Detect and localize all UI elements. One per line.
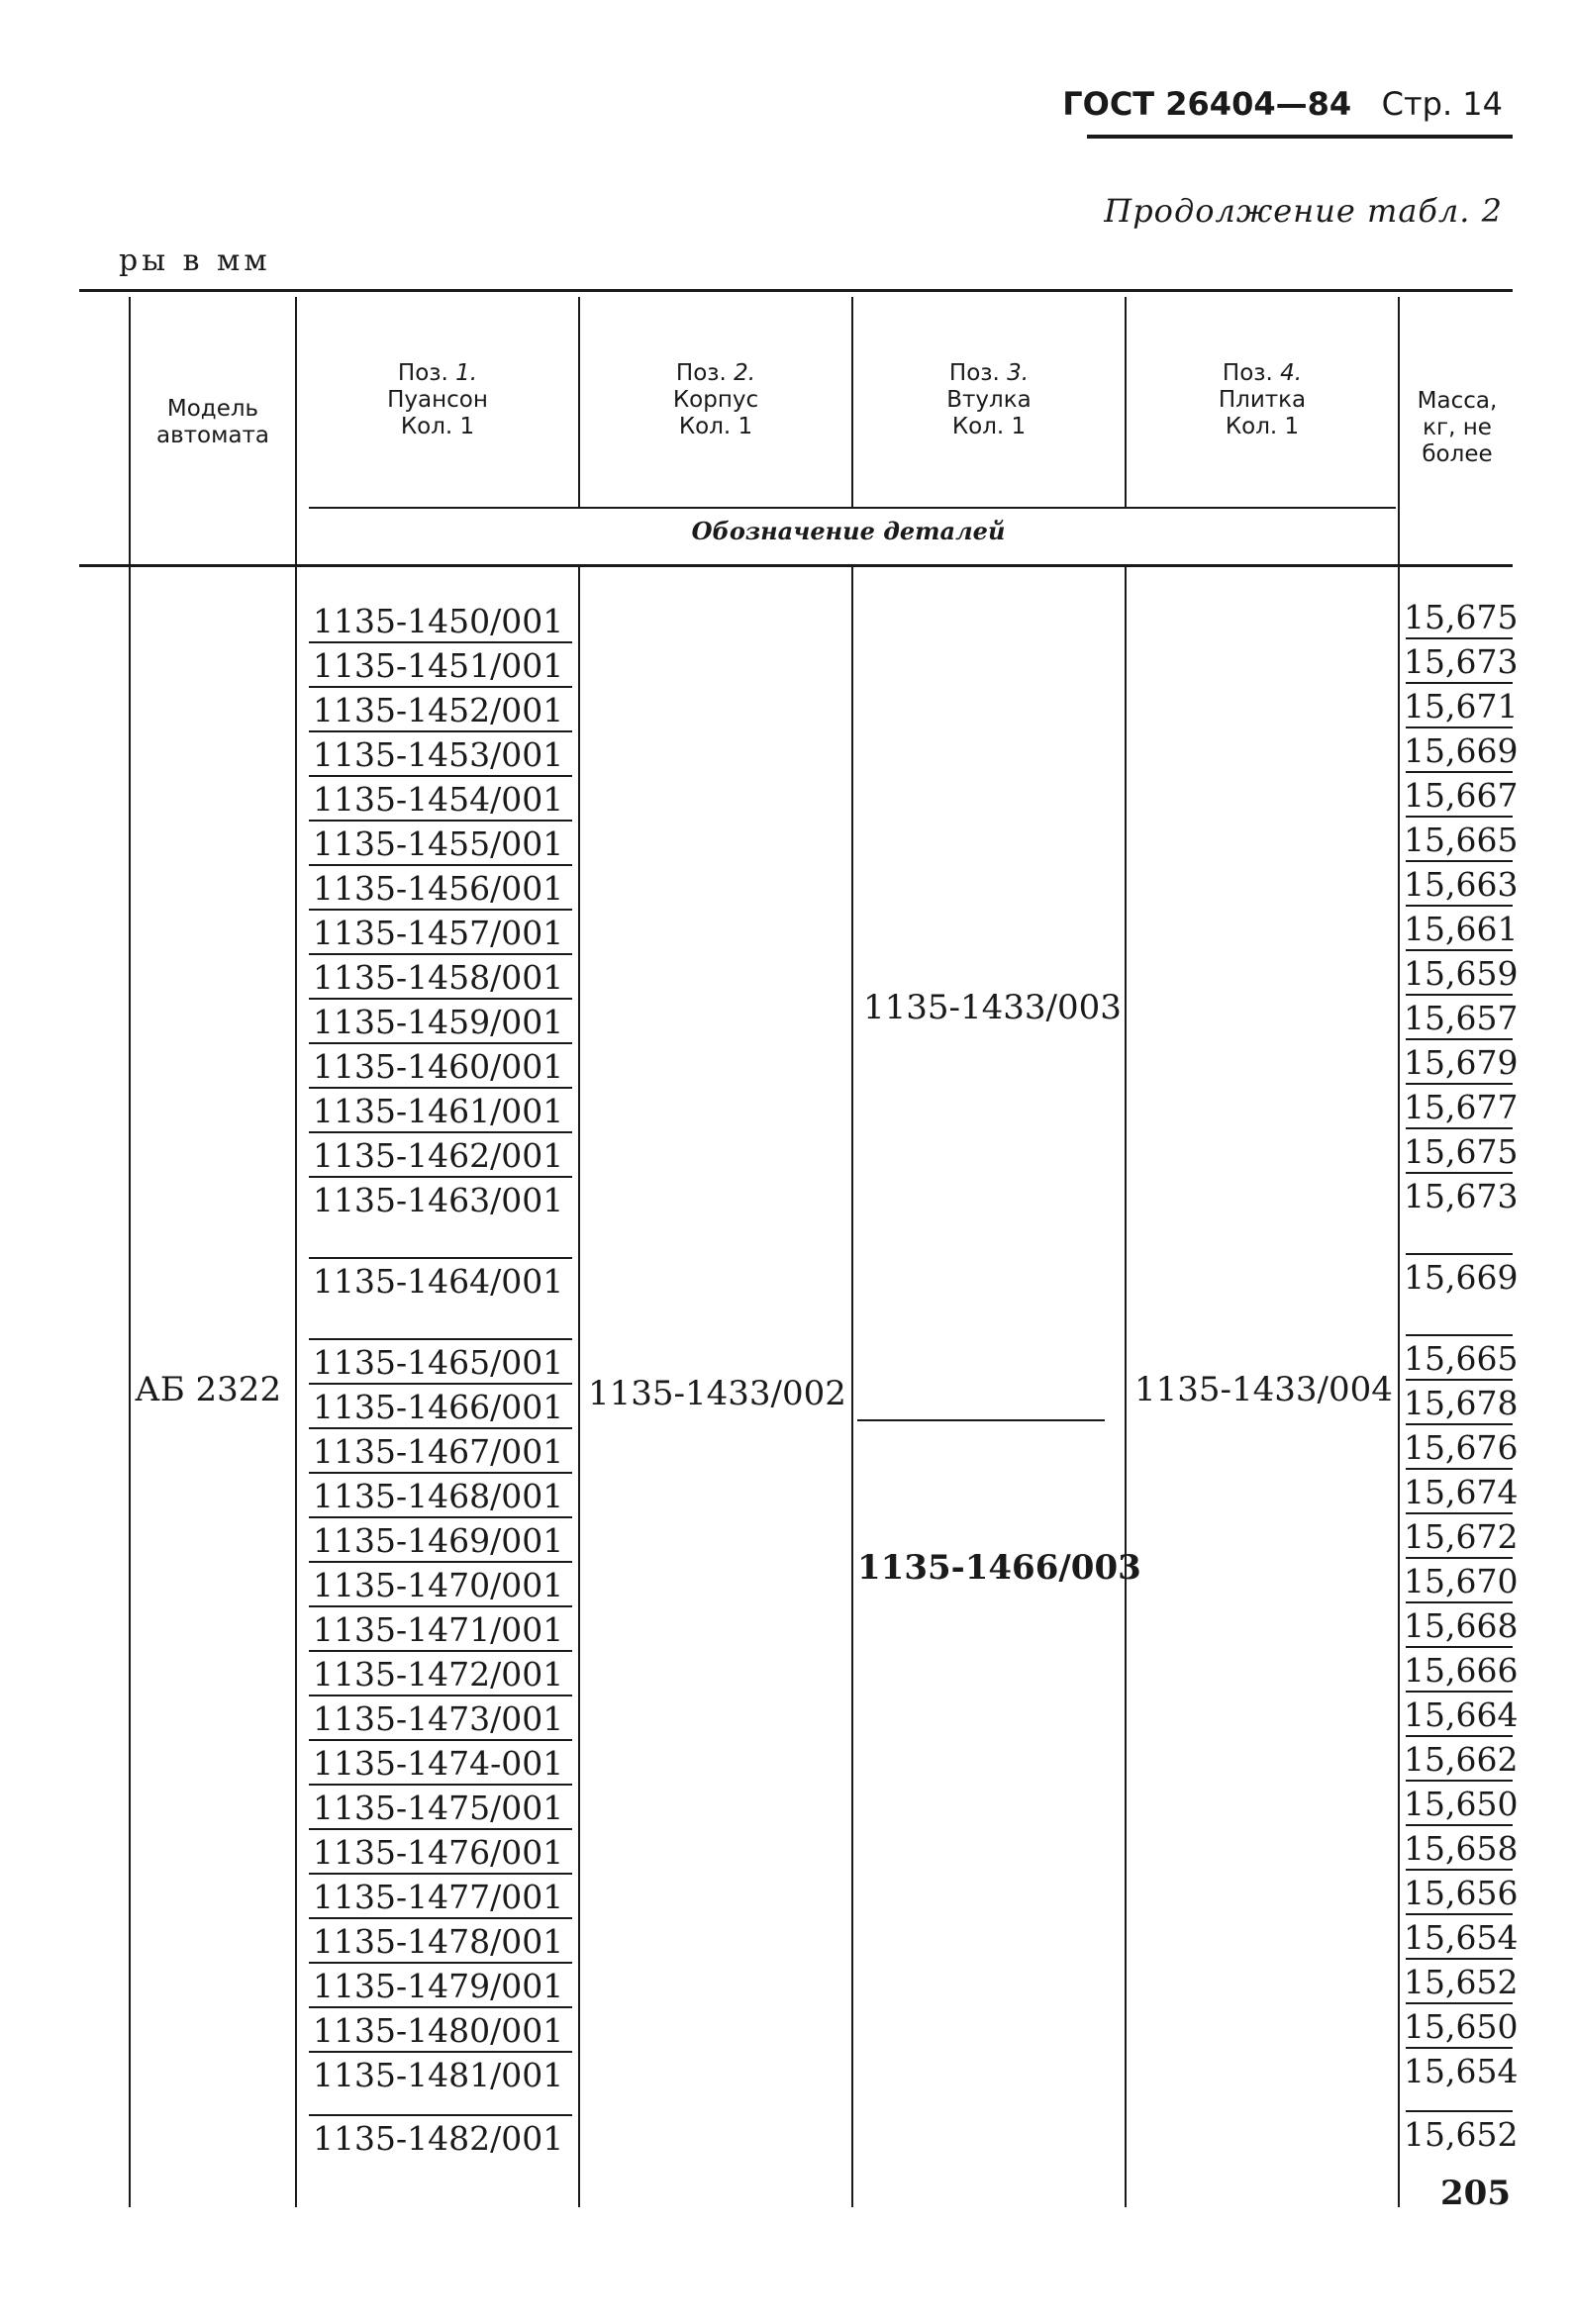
mass-row-rule [1406, 2110, 1513, 2112]
punch-row-rule [309, 953, 572, 955]
mass-row-rule [1406, 1557, 1513, 1559]
punch-code: 1135-1451/001 [313, 646, 564, 685]
punch-row-rule [309, 730, 572, 732]
punch-row-rule [309, 1784, 572, 1786]
colhead-bushing-line1: Поз. 3. [948, 360, 1030, 386]
punch-code: 1135-1475/001 [313, 1789, 564, 1827]
punch-row-rule [309, 1042, 572, 1044]
punch-code: 1135-1452/001 [313, 691, 564, 729]
col-rule-5 [1398, 297, 1400, 2207]
mass-value: 15,654 [1404, 2052, 1519, 2090]
colhead-body [580, 360, 851, 440]
mass-value: 15,652 [1404, 2115, 1519, 2154]
punch-code: 1135-1456/001 [313, 869, 564, 908]
mass-row-rule [1406, 1253, 1513, 1255]
colhead-body-line1: Поз. 2. [675, 360, 756, 386]
punch-row-rule [309, 820, 572, 822]
page-label: Стр. 14 [1381, 85, 1503, 123]
mass-row-rule [1406, 1869, 1513, 1871]
mass-row-rule [1406, 1824, 1513, 1826]
mass-value: 15,652 [1404, 1963, 1519, 2001]
punch-row-rule [309, 1917, 572, 1919]
punch-row-rule [309, 1650, 572, 1652]
punch-row-rule [309, 775, 572, 777]
mass-row-rule [1406, 860, 1513, 862]
punch-row-rule [309, 864, 572, 866]
col-rule-4b [1125, 566, 1127, 2207]
punch-code: 1135-1457/001 [313, 914, 564, 952]
table-continuation-caption: Продолжение табл. 2 [1104, 192, 1503, 230]
page-number: 205 [1440, 2174, 1511, 2213]
colhead-plate-line3: Кол. 1 [1225, 414, 1300, 439]
mass-row-rule [1406, 1083, 1513, 1085]
mass-row-rule [1406, 905, 1513, 907]
colhead-model-line1: Модель [166, 396, 259, 422]
mass-value: 15,666 [1404, 1651, 1519, 1690]
mass-value: 15,650 [1404, 1785, 1519, 1823]
mass-value: 15,673 [1404, 1177, 1519, 1215]
punch-row-rule [309, 1828, 572, 1830]
punch-row-rule [309, 2114, 572, 2116]
punch-row-rule [309, 1383, 572, 1385]
mass-row-rule [1406, 1423, 1513, 1425]
mass-value: 15,679 [1404, 1043, 1519, 1082]
colhead-punch-line3: Кол. 1 [400, 414, 475, 439]
colhead-mass-line3: более [1422, 441, 1493, 467]
mass-value: 15,675 [1404, 598, 1519, 636]
colhead-body-line2: Корпус [672, 387, 759, 413]
mass-value: 15,676 [1404, 1428, 1519, 1467]
vtulka-split-rule [857, 1419, 1105, 1421]
mass-row-rule [1406, 1127, 1513, 1129]
mass-value: 15,675 [1404, 1132, 1519, 1171]
mass-row-rule [1406, 1691, 1513, 1693]
punch-code: 1135-1476/001 [313, 1833, 564, 1872]
colhead-mass [1400, 388, 1515, 468]
mass-value: 15,669 [1404, 1258, 1519, 1297]
punch-row-rule [309, 998, 572, 1000]
punch-row-rule [309, 686, 572, 688]
punch-code: 1135-1477/001 [313, 1878, 564, 1916]
punch-code: 1135-1466/001 [313, 1388, 564, 1426]
colhead-plate-line1: Поз. 4. [1222, 360, 1303, 386]
mass-value: 15,650 [1404, 2007, 1519, 2046]
mass-value: 15,665 [1404, 1339, 1519, 1378]
mass-value: 15,664 [1404, 1695, 1519, 1734]
punch-code: 1135-1470/001 [313, 1566, 564, 1604]
col-rule-1 [295, 297, 297, 2207]
model-cell: АБ 2322 [135, 1370, 282, 1409]
mass-value: 15,658 [1404, 1829, 1519, 1868]
mass-value: 15,668 [1404, 1606, 1519, 1645]
korpus-cell: 1135-1433/002 [588, 1374, 846, 1413]
mass-value: 15,662 [1404, 1740, 1519, 1779]
punch-code: 1135-1469/001 [313, 1521, 564, 1560]
punch-code: 1135-1463/001 [313, 1181, 564, 1219]
colhead-punch-line1: Поз. 1. [397, 360, 478, 386]
mass-row-rule [1406, 994, 1513, 996]
mass-value: 15,656 [1404, 1874, 1519, 1912]
mass-value: 15,663 [1404, 865, 1519, 904]
punch-code: 1135-1474-001 [313, 1744, 564, 1783]
mass-row-rule [1406, 1379, 1513, 1381]
punch-row-rule [309, 641, 572, 643]
colhead-mass-line1: Масса, [1417, 388, 1498, 414]
mass-value: 15,674 [1404, 1473, 1519, 1511]
punch-code: 1135-1458/001 [313, 958, 564, 997]
punch-row-rule [309, 1472, 572, 1474]
mass-row-rule [1406, 1172, 1513, 1174]
mass-value: 15,654 [1404, 1918, 1519, 1957]
header-rule [1087, 135, 1513, 139]
mass-row-rule [1406, 1780, 1513, 1782]
subheader-rule [309, 507, 1396, 509]
plitka-cell: 1135-1433/004 [1134, 1370, 1393, 1409]
colhead-bushing-line2: Втулка [946, 387, 1032, 413]
mass-value: 15,673 [1404, 642, 1519, 681]
punch-code: 1135-1467/001 [313, 1432, 564, 1471]
punch-row-rule [309, 1427, 572, 1429]
punch-row-rule [309, 909, 572, 911]
punch-code: 1135-1472/001 [313, 1655, 564, 1694]
mass-row-rule [1406, 1646, 1513, 1648]
punch-row-rule [309, 1695, 572, 1696]
punch-code: 1135-1454/001 [313, 780, 564, 819]
punch-code: 1135-1479/001 [313, 1967, 564, 2005]
punch-code: 1135-1473/001 [313, 1699, 564, 1738]
mass-value: 15,659 [1404, 954, 1519, 993]
col-rule-2b [578, 566, 580, 2207]
punch-code: 1135-1482/001 [313, 2119, 564, 2158]
mass-row-rule [1406, 1468, 1513, 1470]
punch-code: 1135-1455/001 [313, 824, 564, 863]
mass-value: 15,672 [1404, 1517, 1519, 1556]
colhead-body-line3: Кол. 1 [678, 414, 753, 439]
mass-row-rule [1406, 1913, 1513, 1915]
mass-row-rule [1406, 771, 1513, 773]
punch-row-rule [309, 1739, 572, 1741]
punch-row-rule [309, 1962, 572, 1964]
mass-row-rule [1406, 816, 1513, 818]
colhead-model-line2: автомата [155, 423, 270, 448]
mass-value: 15,657 [1404, 999, 1519, 1037]
mass-row-rule [1406, 2047, 1513, 2049]
col-rule-3b [851, 566, 853, 2207]
punch-row-rule [309, 1605, 572, 1607]
colhead-bushing-line3: Кол. 1 [951, 414, 1027, 439]
colhead-punch [297, 360, 578, 440]
mass-value: 15,677 [1404, 1088, 1519, 1126]
punch-row-rule [309, 2006, 572, 2008]
colhead-punch-line2: Пуансон [387, 387, 488, 413]
mass-row-rule [1406, 2002, 1513, 2004]
punch-code: 1135-1481/001 [313, 2056, 564, 2094]
table-top-rule [79, 289, 1513, 292]
punch-row-rule [309, 2051, 572, 2053]
punch-code: 1135-1480/001 [313, 2011, 564, 2050]
mass-row-rule [1406, 1038, 1513, 1040]
mass-value: 15,667 [1404, 776, 1519, 815]
punch-row-rule [309, 1131, 572, 1133]
punch-code: 1135-1459/001 [313, 1003, 564, 1041]
punch-code: 1135-1464/001 [313, 1262, 564, 1301]
colhead-model [131, 396, 295, 449]
punch-code: 1135-1462/001 [313, 1136, 564, 1175]
units-note: ры в мм [119, 243, 271, 278]
vtulka-b-cell: 1135-1466/003 [857, 1548, 1141, 1588]
mass-row-rule [1406, 1334, 1513, 1336]
punch-row-rule [309, 1561, 572, 1563]
punch-code: 1135-1450/001 [313, 602, 564, 640]
mass-row-rule [1406, 1601, 1513, 1603]
mass-value: 15,678 [1404, 1384, 1519, 1422]
punch-row-rule [309, 1873, 572, 1875]
col-rule-0 [129, 297, 131, 2207]
mass-value: 15,671 [1404, 687, 1519, 726]
punch-row-rule [309, 1257, 572, 1259]
punch-row-rule [309, 1338, 572, 1340]
mass-row-rule [1406, 637, 1513, 639]
colhead-bushing [853, 360, 1125, 440]
punch-code: 1135-1468/001 [313, 1477, 564, 1515]
document-code [1062, 85, 1503, 123]
punch-code: 1135-1461/001 [313, 1092, 564, 1130]
colhead-mass-line2: кг, не [1423, 415, 1492, 440]
punch-code: 1135-1453/001 [313, 735, 564, 774]
mass-value: 15,670 [1404, 1562, 1519, 1600]
mass-row-rule [1406, 1512, 1513, 1514]
mass-value: 15,665 [1404, 821, 1519, 859]
punch-row-rule [309, 1516, 572, 1518]
subheader-designation: Обозначение деталей [691, 517, 1006, 545]
mass-row-rule [1406, 726, 1513, 728]
mass-row-rule [1406, 949, 1513, 951]
mass-row-rule [1406, 1735, 1513, 1737]
punch-code: 1135-1460/001 [313, 1047, 564, 1086]
punch-code: 1135-1471/001 [313, 1610, 564, 1649]
mass-row-rule [1406, 682, 1513, 684]
gost-number: ГОСТ 26404—84 [1062, 85, 1352, 123]
punch-code: 1135-1478/001 [313, 1922, 564, 1961]
mass-value: 15,661 [1404, 910, 1519, 948]
mass-row-rule [1406, 1958, 1513, 1960]
colhead-plate-line2: Плитка [1218, 387, 1307, 413]
punch-row-rule [309, 1087, 572, 1089]
vtulka-a-cell: 1135-1433/003 [863, 988, 1122, 1027]
mass-value: 15,669 [1404, 731, 1519, 770]
punch-row-rule [309, 1176, 572, 1178]
punch-code: 1135-1465/001 [313, 1343, 564, 1382]
colhead-plate [1127, 360, 1398, 440]
